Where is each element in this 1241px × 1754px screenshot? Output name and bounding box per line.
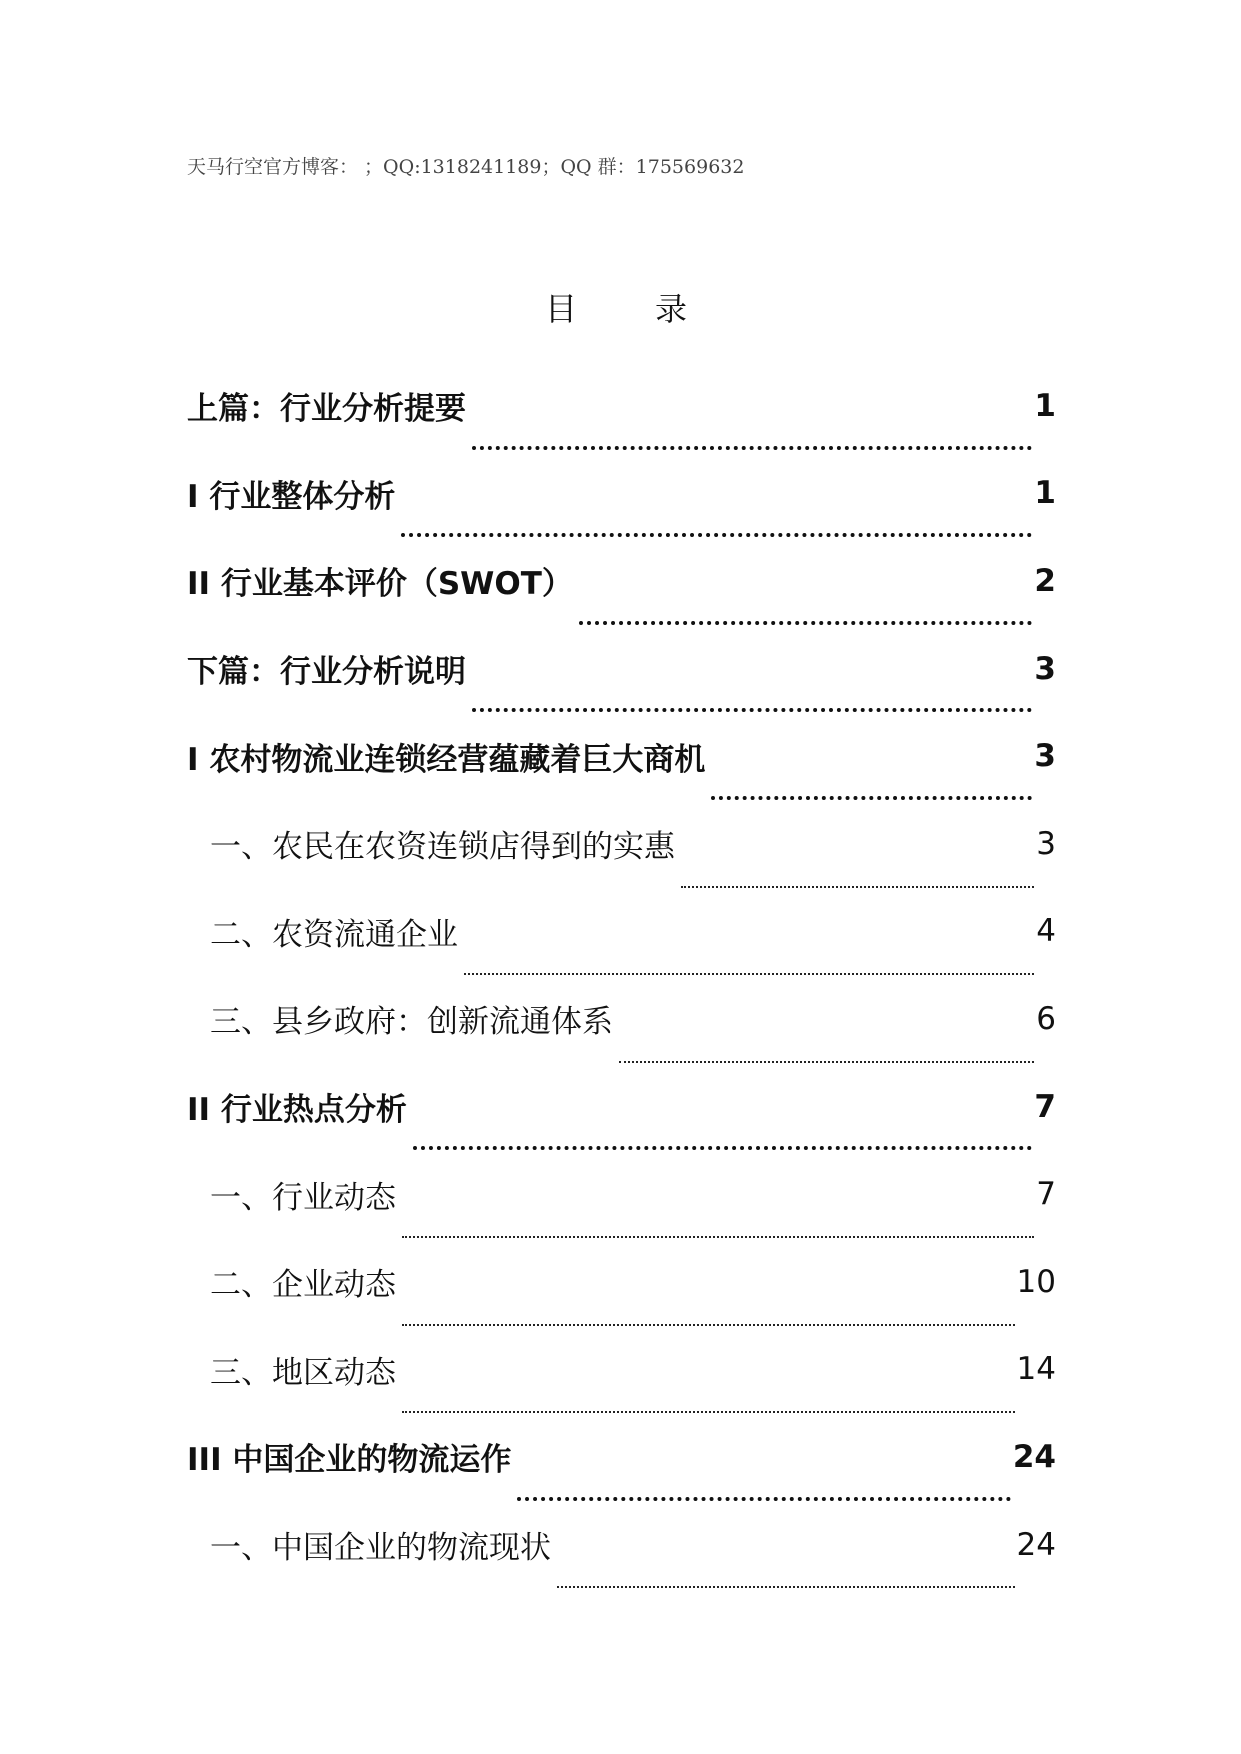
toc-dot-leader <box>401 491 1032 537</box>
toc-page-number: 4 <box>1036 913 1056 950</box>
toc-entry[interactable] <box>187 625 1056 713</box>
toc-entry[interactable] <box>187 1238 1056 1326</box>
toc-entry[interactable] <box>187 1063 1056 1151</box>
toc-entry[interactable] <box>187 537 1056 625</box>
toc-entry-label: 二、企业动态 <box>210 1267 396 1304</box>
table-of-contents <box>187 362 1056 1588</box>
toc-page-number: 10 <box>1016 1263 1056 1300</box>
toc-page-number: 6 <box>1036 1000 1056 1037</box>
toc-title <box>545 284 687 330</box>
toc-entry-label: 一、农民在农资连锁店得到的实惠 <box>210 829 675 866</box>
toc-page-number: 3 <box>1036 825 1056 862</box>
toc-entry-label: II 行业基本评价（SWOT） <box>187 566 573 603</box>
toc-dot-leader <box>681 842 1034 888</box>
toc-dot-leader <box>619 1017 1034 1063</box>
toc-page-number: 2 <box>1034 562 1056 599</box>
toc-entry-label: 三、县乡政府：创新流通体系 <box>210 1004 613 1041</box>
toc-dot-leader <box>464 929 1034 975</box>
toc-entry-label: 上篇：行业分析提要 <box>187 391 466 428</box>
toc-entry[interactable] <box>187 450 1056 538</box>
toc-entry-label: III 中国企业的物流运作 <box>187 1442 512 1479</box>
toc-entry[interactable] <box>187 975 1056 1063</box>
toc-entry-label: I 农村物流业连锁经营蕴藏着巨大商机 <box>187 741 706 778</box>
toc-entry-label: II 行业热点分析 <box>187 1092 407 1129</box>
toc-entry[interactable] <box>187 1150 1056 1238</box>
toc-page-number: 24 <box>1012 1438 1056 1475</box>
toc-title-char-1: 目 <box>545 290 578 328</box>
toc-entry-label: 二、农资流通企业 <box>210 916 458 953</box>
toc-entry[interactable] <box>187 1501 1056 1589</box>
toc-dot-leader <box>472 404 1032 450</box>
toc-entry-label: 一、行业动态 <box>210 1179 396 1216</box>
toc-entry[interactable] <box>187 712 1056 800</box>
toc-entry[interactable] <box>187 1326 1056 1414</box>
toc-page-number: 1 <box>1034 387 1056 424</box>
toc-dot-leader <box>711 754 1032 800</box>
toc-entry-label: I 行业整体分析 <box>187 478 396 515</box>
toc-entry[interactable] <box>187 888 1056 976</box>
toc-dot-leader <box>517 1455 1010 1501</box>
toc-entry[interactable] <box>187 362 1056 450</box>
toc-entry[interactable] <box>187 1413 1056 1501</box>
toc-dot-leader <box>402 1192 1034 1238</box>
toc-page-number: 3 <box>1034 738 1056 775</box>
toc-entry-label: 三、地区动态 <box>210 1354 396 1391</box>
toc-page-number: 24 <box>1016 1526 1056 1563</box>
toc-page-number: 3 <box>1034 650 1056 687</box>
toc-dot-leader <box>413 1104 1033 1150</box>
toc-page-number: 7 <box>1034 1088 1056 1125</box>
toc-dot-leader <box>472 666 1032 712</box>
toc-entry[interactable] <box>187 800 1056 888</box>
toc-page-number: 14 <box>1016 1351 1056 1388</box>
toc-dot-leader <box>579 579 1033 625</box>
toc-dot-leader <box>402 1280 1015 1326</box>
toc-entry-label: 一、中国企业的物流现状 <box>210 1530 551 1567</box>
toc-page-number: 7 <box>1036 1176 1056 1213</box>
toc-title-char-2: 录 <box>655 290 688 328</box>
toc-dot-leader <box>402 1367 1015 1413</box>
toc-entry-label: 下篇：行业分析说明 <box>187 654 466 691</box>
toc-page-number: 1 <box>1034 475 1056 512</box>
toc-dot-leader <box>557 1542 1015 1588</box>
page-header-text: 天马行空官方博客： ；QQ:1318241189；QQ 群：175569632 <box>187 156 745 178</box>
